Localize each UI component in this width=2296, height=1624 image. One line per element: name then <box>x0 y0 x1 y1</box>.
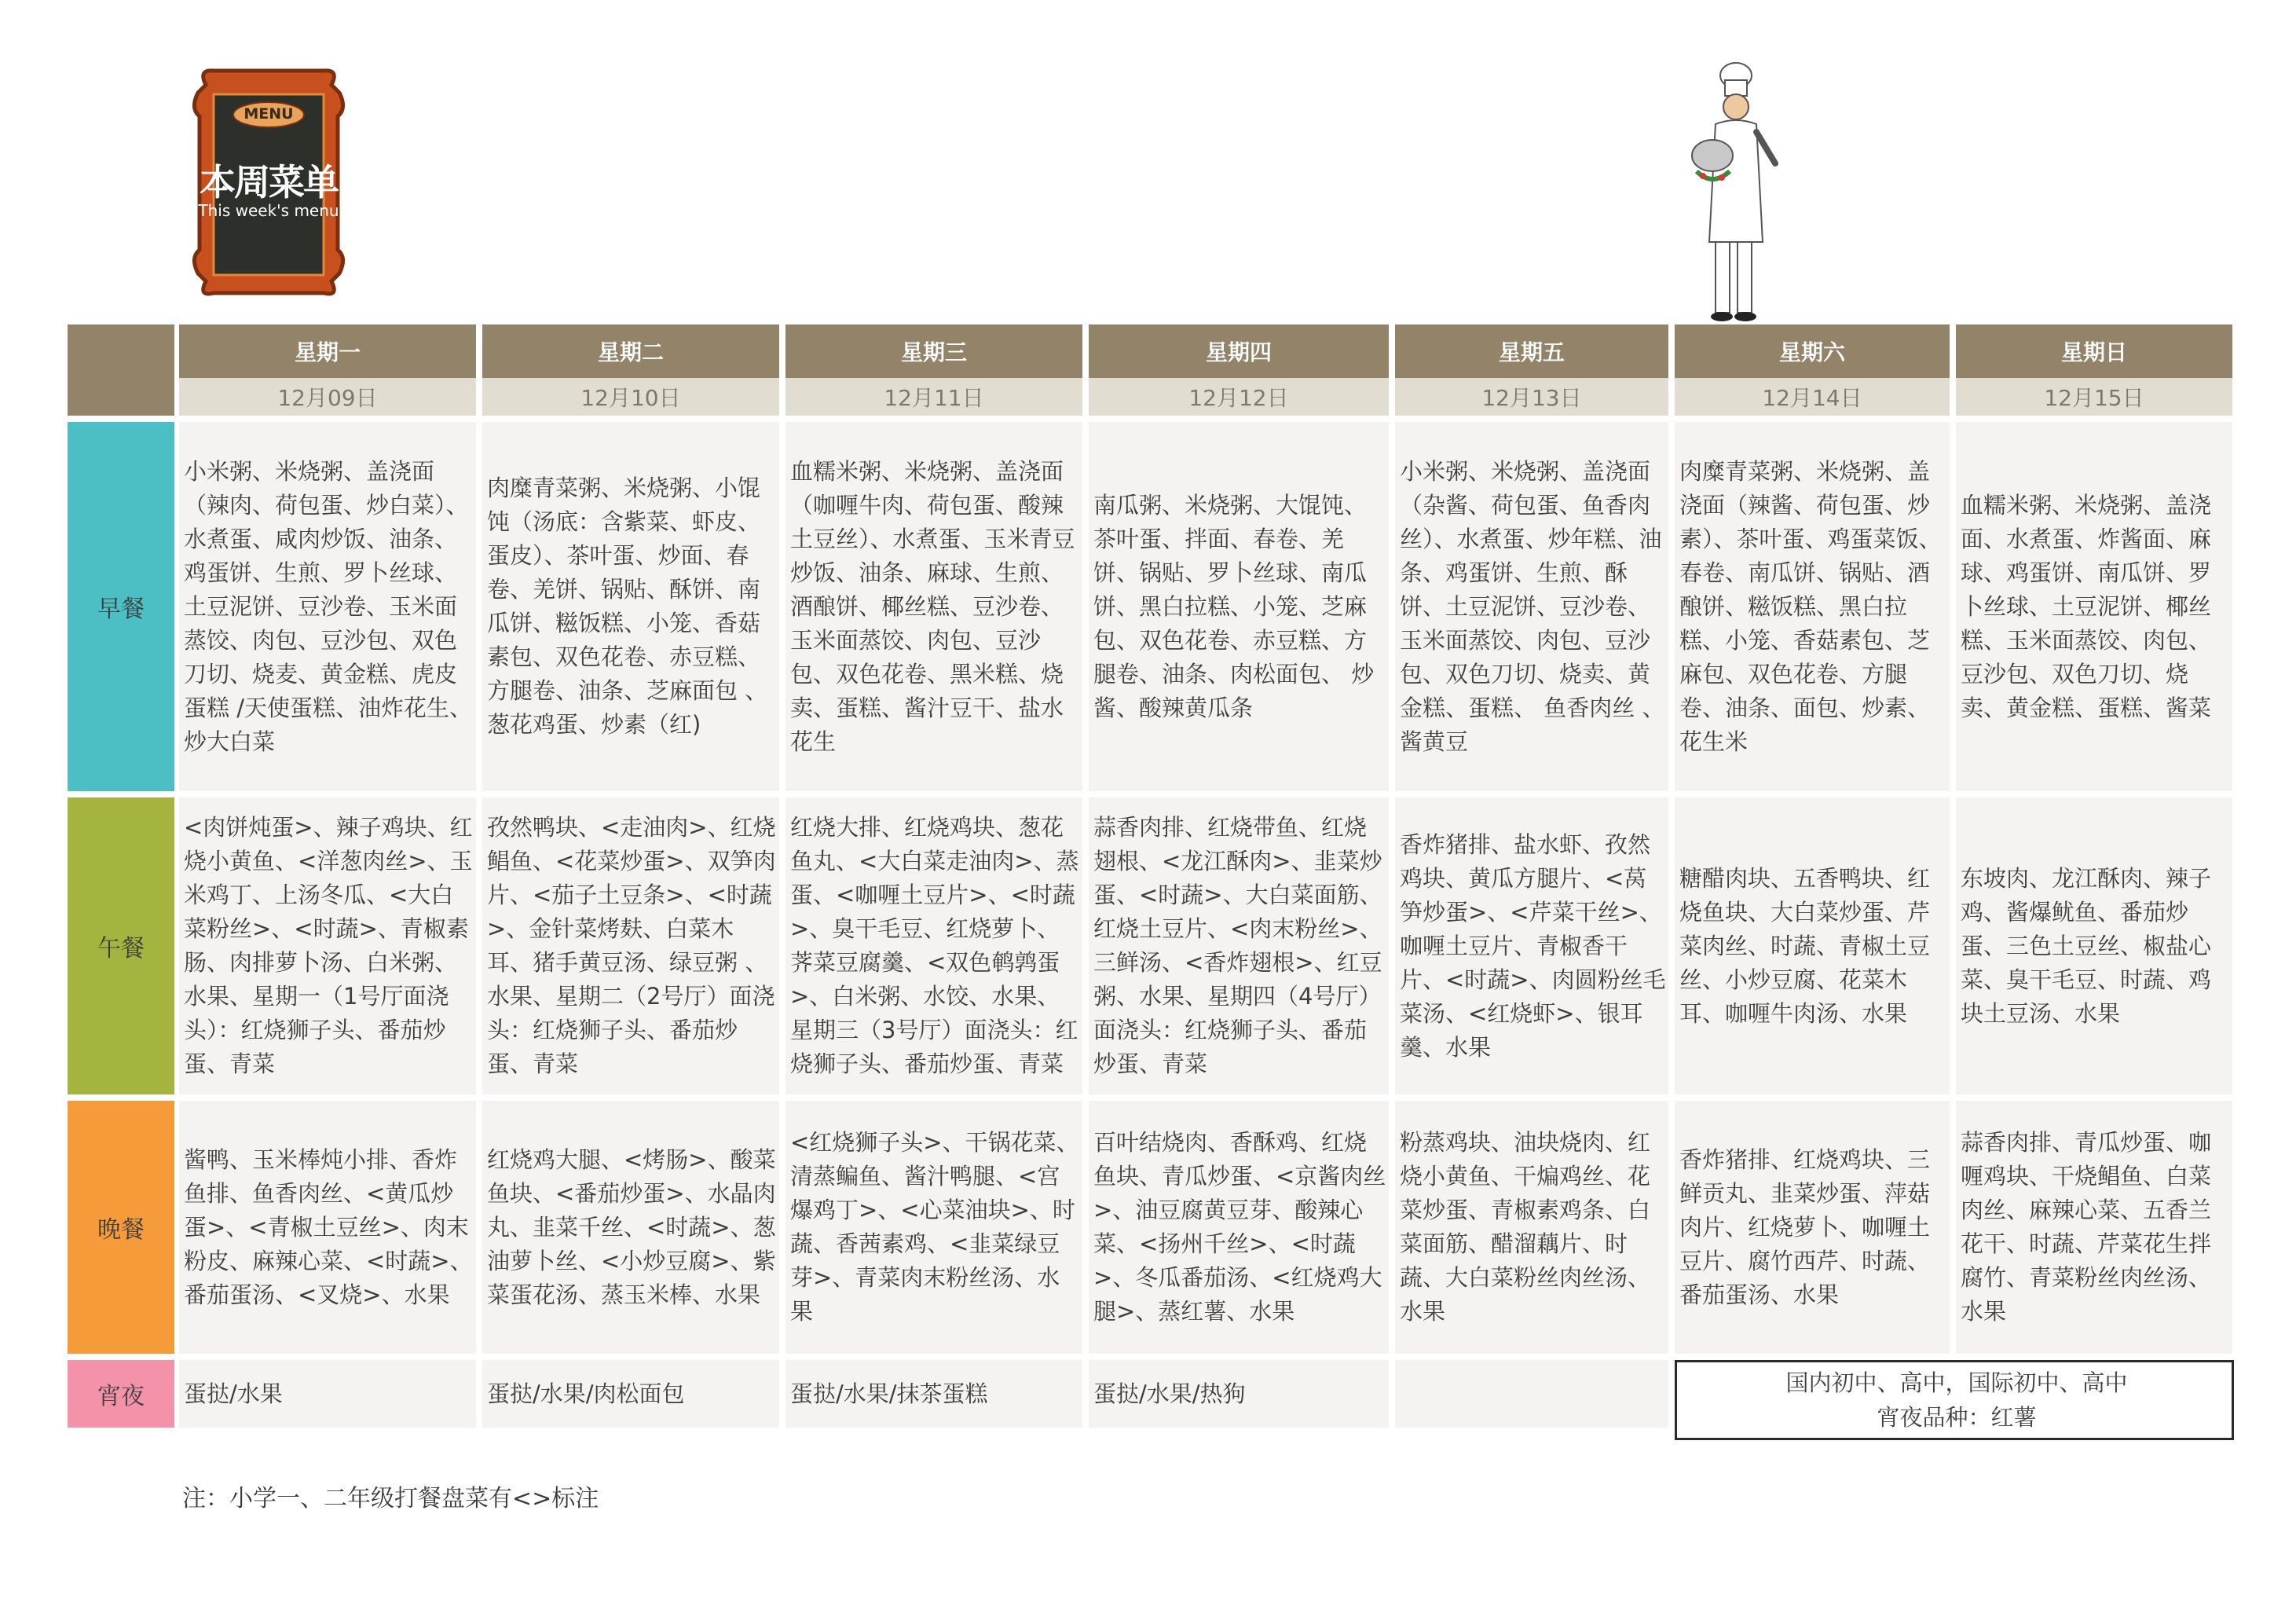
menu-cell: 蛋挞/水果/抹茶蛋糕 <box>785 1360 1082 1428</box>
menu-cell: <肉饼炖蛋>、辣子鸡块、红烧小黄鱼、<洋葱肉丝>、玉米鸡丁、上汤冬瓜、<大白菜粉丝>、<时蔬>、青椒素肠、肉排萝卜汤、白米粥、水果、星期一（1号厅面浇头）：红烧狮子头、番茄炒蛋、青菜 <box>179 797 476 1094</box>
menu-cell: 肉糜青菜粥、米烧粥、小馄饨（汤底：含紫菜、虾皮、蛋皮）、茶叶蛋、炒面、春卷、羌饼、锅贴、酥饼、南瓜饼、糍饭糕、小笼、香菇素包、双色花卷、赤豆糕、方腿卷、油条、芝麻面包 、葱花鸡蛋、炒素（红) <box>482 422 779 791</box>
day-header: 星期一 <box>179 324 476 378</box>
chef-illustration <box>1681 61 1799 324</box>
menu-cell: 血糯米粥、米烧粥、盖浇面（咖喱牛肉、荷包蛋、酸辣土豆丝）、水煮蛋、玉米青豆炒饭、油条、麻球、生煎、酒酿饼、椰丝糕、豆沙卷、玉米面蒸饺、肉包、豆沙包、双色花卷、黑米糕、烧卖、蛋糕、酱汁豆干、盐水花生 <box>785 422 1082 791</box>
menu-cell: 孜然鸭块、<走油肉>、红烧鲳鱼、<花菜炒蛋>、双笋肉片、<茄子土豆条>、<时蔬>、金针菜烤麸、白菜木耳、猪手黄豆汤、绿豆粥 、水果、星期二（2号厅）面浇头：红烧狮子头、番茄炒蛋、青菜 <box>482 797 779 1094</box>
menu-cell: 蒜香肉排、青瓜炒蛋、咖喱鸡块、干烧鲳鱼、白菜肉丝、麻辣心菜、五香兰花干、时蔬、芹菜花生拌腐竹、青菜粉丝肉丝汤、水果 <box>1956 1101 2232 1354</box>
meal-label-late-snack: 宵夜 <box>68 1360 174 1428</box>
dinner-row <box>68 1101 2232 1354</box>
menu-cell: 蛋挞/水果 <box>179 1360 476 1428</box>
date-header-row <box>68 378 2232 416</box>
menu-cell: 酱鸭、玉米棒炖小排、香炸鱼排、鱼香肉丝、<黄瓜炒蛋>、<青椒土豆丝>、肉末粉皮、麻辣心菜、<时蔬>、番茄蛋汤、<叉烧>、水果 <box>179 1101 476 1354</box>
meal-label-breakfast: 早餐 <box>68 422 174 791</box>
logo-badge-text: MENU <box>244 105 294 123</box>
date-header: 12月13日 <box>1395 378 1668 416</box>
date-header: 12月15日 <box>1956 378 2232 416</box>
menu-logo <box>190 61 347 301</box>
late-snack-row <box>68 1360 2232 1431</box>
snack-note-box: 国内初中、高中，国际初中、高中 宵夜品种：红薯 <box>1675 1360 2234 1440</box>
menu-cell <box>1395 1360 1668 1428</box>
menu-cell: 小米粥、米烧粥、盖浇面（杂酱、荷包蛋、鱼香肉丝）、水煮蛋、炒年糕、油条、鸡蛋饼、生煎、酥饼、土豆泥饼、豆沙卷、玉米面蒸饺、肉包、豆沙包、双色刀切、烧卖、黄金糕、蛋糕、 鱼香肉丝 、酱黄豆 <box>1395 422 1668 791</box>
day-header-row <box>68 324 2232 378</box>
day-header: 星期六 <box>1675 324 1950 378</box>
menu-cell: 东坡肉、龙江酥肉、辣子鸡、酱爆鱿鱼、番茄炒蛋、三色土豆丝、椒盐心菜、臭干毛豆、时蔬、鸡块土豆汤、水果 <box>1956 797 2232 1094</box>
meal-label-dinner: 晚餐 <box>68 1101 174 1354</box>
day-header: 星期五 <box>1395 324 1668 378</box>
menu-cell: 百叶结烧肉、香酥鸡、红烧鱼块、青瓜炒蛋、<京酱肉丝>、油豆腐黄豆芽、酸辣心菜、<扬州千丝>、<时蔬>、冬瓜番茄汤、<红烧鸡大腿>、蒸红薯、水果 <box>1089 1101 1389 1354</box>
menu-cell: 香炸猪排、红烧鸡块、三鲜贡丸、韭菜炒蛋、萍菇肉片、红烧萝卜、咖喱土豆片、腐竹西芹、时蔬、番茄蛋汤、水果 <box>1675 1101 1950 1354</box>
breakfast-row <box>68 422 2232 791</box>
date-header: 12月10日 <box>482 378 779 416</box>
date-header: 12月11日 <box>785 378 1082 416</box>
logo-title-en: This week's menu <box>198 201 339 220</box>
menu-cell: 红烧鸡大腿、<烤肠>、酸菜鱼块、<番茄炒蛋>、水晶肉丸、韭菜千丝、<时蔬>、葱油萝卜丝、<小炒豆腐>、紫菜蛋花汤、蒸玉米棒、水果 <box>482 1101 779 1354</box>
day-header: 星期三 <box>785 324 1082 378</box>
menu-cell: 蒜香肉排、红烧带鱼、红烧翅根、<龙江酥肉>、韭菜炒蛋、<时蔬>、大白菜面筋、红烧土豆片、<肉末粉丝>、三鲜汤、<香炸翅根>、红豆粥、水果、星期四（4号厅）面浇头：红烧狮子头、番茄炒蛋、青菜 <box>1089 797 1389 1094</box>
lunch-row <box>68 797 2232 1094</box>
menu-cell: 蛋挞/水果/热狗 <box>1089 1360 1389 1428</box>
day-header: 星期日 <box>1956 324 2232 378</box>
menu-cell: 南瓜粥、米烧粥、大馄饨、茶叶蛋、拌面、春卷、羌饼、锅贴、罗卜丝球、南瓜饼、黑白拉糕、小笼、芝麻包、双色花卷、赤豆糕、方腿卷、油条、肉松面包、 炒酱、酸辣黄瓜条 <box>1089 422 1389 791</box>
menu-cell: 香炸猪排、盐水虾、孜然鸡块、黄瓜方腿片、<莴笋炒蛋>、<芹菜干丝>、咖喱土豆片、青椒香干片、<时蔬>、肉圆粉丝毛菜汤、<红烧虾>、银耳羹、水果 <box>1395 797 1668 1094</box>
day-header: 星期四 <box>1089 324 1389 378</box>
menu-cell: <红烧狮子头>、干锅花菜、清蒸鳊鱼、酱汁鸭腿、<宫爆鸡丁>、<心菜油块>、时蔬、香茜素鸡、<韭菜绿豆芽>、青菜肉末粉丝汤、水果 <box>785 1101 1082 1354</box>
date-header: 12月12日 <box>1089 378 1389 416</box>
menu-cell: 肉糜青菜粥、米烧粥、盖浇面（辣酱、荷包蛋、炒素）、茶叶蛋、鸡蛋菜饭、春卷、南瓜饼、锅贴、酒酿饼、糍饭糕、黑白拉糕、小笼、香菇素包、芝麻包、双色花卷、方腿卷、油条、面包、炒素、 花生米 <box>1675 422 1950 791</box>
date-header: 12月14日 <box>1675 378 1950 416</box>
menu-cell: 蛋挞/水果/肉松面包 <box>482 1360 779 1428</box>
logo-title-cn: 本周菜单 <box>200 161 338 203</box>
menu-cell: 红烧大排、红烧鸡块、葱花鱼丸、<大白菜走油肉>、蒸蛋、<咖喱土豆片>、<时蔬>、臭干毛豆、红烧萝卜、荠菜豆腐羹、<双色鹌鹑蛋>、白米粥、水饺、水果、星期三（3号厅）面浇头：红烧狮子头、番茄炒蛋、青菜 <box>785 797 1082 1094</box>
menu-cell: 小米粥、米烧粥、盖浇面（辣肉、荷包蛋、炒白菜）、水煮蛋、咸肉炒饭、油条、鸡蛋饼、生煎、罗卜丝球、土豆泥饼、豆沙卷、玉米面蒸饺、肉包、豆沙包、双色刀切、烧麦、黄金糕、虎皮蛋糕 /天使蛋糕、油炸花生、炒大白菜 <box>179 422 476 791</box>
chef-icon <box>1681 61 1799 324</box>
menu-cell: 粉蒸鸡块、油块烧肉、红烧小黄鱼、干煸鸡丝、花菜炒蛋、青椒素鸡条、白菜面筋、醋溜藕片、时蔬、大白菜粉丝肉丝汤、水果 <box>1395 1101 1668 1354</box>
day-header: 星期二 <box>482 324 779 378</box>
menu-cell: 血糯米粥、米烧粥、盖浇面、水煮蛋、炸酱面、麻球、鸡蛋饼、南瓜饼、罗卜丝球、土豆泥饼、椰丝糕、玉米面蒸饺、肉包、豆沙包、双色刀切、烧卖、黄金糕、蛋糕、酱菜 <box>1956 422 2232 791</box>
footnote: 注：小学一、二年级打餐盘菜有<>标注 <box>182 1485 599 1512</box>
meal-label-lunch: 午餐 <box>68 797 174 1094</box>
menu-cell: 糖醋肉块、五香鸭块、红烧鱼块、大白菜炒蛋、芹菜肉丝、时蔬、青椒土豆丝、小炒豆腐、花菜木耳、咖喱牛肉汤、水果 <box>1675 797 1950 1094</box>
date-header: 12月09日 <box>179 378 476 416</box>
